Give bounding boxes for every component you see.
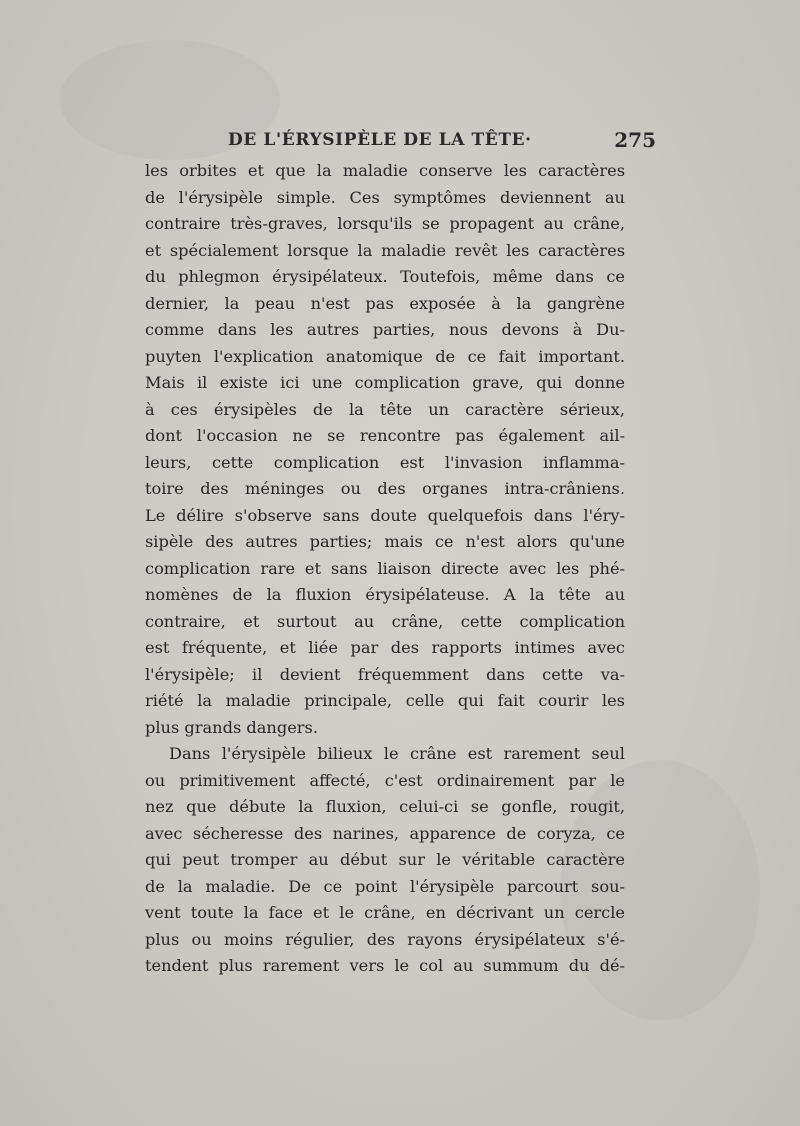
text-line: nomènes de la fluxion érysipélateuse. A la tête au [145, 585, 625, 604]
paragraph [145, 741, 625, 980]
running-header [228, 128, 656, 158]
page-number: 275 [614, 128, 656, 152]
text-line: dernier, la peau n'est pas exposée à la gangrène [145, 293, 625, 313]
paragraph [145, 158, 625, 741]
text-line: toire des méninges ou des organes intra-crâniens. [145, 479, 625, 498]
text-line: nez que débute la fluxion, celui-ci se gonfle, rougit, [145, 797, 625, 816]
text-line: puyten l'explication anatomique de ce fait important. [145, 346, 625, 366]
text-line: leurs, cette complication est l'invasion inflamma- [145, 452, 625, 472]
text-line: plus grands dangers. [145, 717, 318, 737]
body-text [145, 158, 625, 980]
text-line: contraire très-graves, lorsqu'ils se propagent au crâne, [145, 214, 625, 233]
text-line: Mais il existe ici une complication grave, qui donne [145, 373, 625, 392]
text-line: complication rare et sans liaison directe avec les phé- [145, 558, 625, 578]
text-line: contraire, et surtout au crâne, cette complication [145, 611, 625, 631]
text-line: comme dans les autres parties, nous devons à Du- [145, 320, 625, 339]
text-line: tendent plus rarement vers le col au summum du dé- [145, 956, 625, 975]
text-line: avec sécheresse des narines, apparence de coryza, ce [145, 823, 625, 843]
text-line: Dans l'érysipèle bilieux le crâne est rarement seul [169, 744, 625, 763]
text-line: de la maladie. De ce point l'érysipèle parcourt sou- [145, 876, 625, 896]
text-line: et spécialement lorsque la maladie revêt les caractères [145, 240, 625, 260]
text-line: qui peut tromper au début sur le véritable caractère [145, 850, 625, 869]
running-title: DE L'ÉRYSIPÈLE DE LA TÊTE· [228, 130, 532, 150]
text-line: l'érysipèle; il devient fréquemment dans cette va- [145, 664, 625, 684]
text-line: vent toute la face et le crâne, en décrivant un cercle [145, 903, 625, 922]
text-line: Le délire s'observe sans doute quelquefois dans l'éry- [145, 505, 625, 525]
text-line: les orbites et que la maladie conserve les caractères [145, 161, 625, 180]
text-line: de l'érysipèle simple. Ces symptômes deviennent au [145, 187, 625, 207]
text-line: ou primitivement affecté, c'est ordinairement par le [145, 770, 625, 790]
text-line: dont l'occasion ne se rencontre pas également ail- [145, 426, 625, 445]
text-line: du phlegmon érysipélateux. Toutefois, même dans ce [145, 267, 625, 286]
text-line: riété la maladie principale, celle qui fait courir les [145, 691, 625, 710]
text-line: est fréquente, et liée par des rapports intimes avec [145, 638, 625, 657]
text-line: à ces érysipèles de la tête un caractère sérieux, [145, 399, 625, 419]
text-line: plus ou moins régulier, des rayons érysipélateux s'é- [145, 929, 625, 949]
text-line: sipèle des autres parties; mais ce n'est alors qu'une [145, 532, 625, 551]
